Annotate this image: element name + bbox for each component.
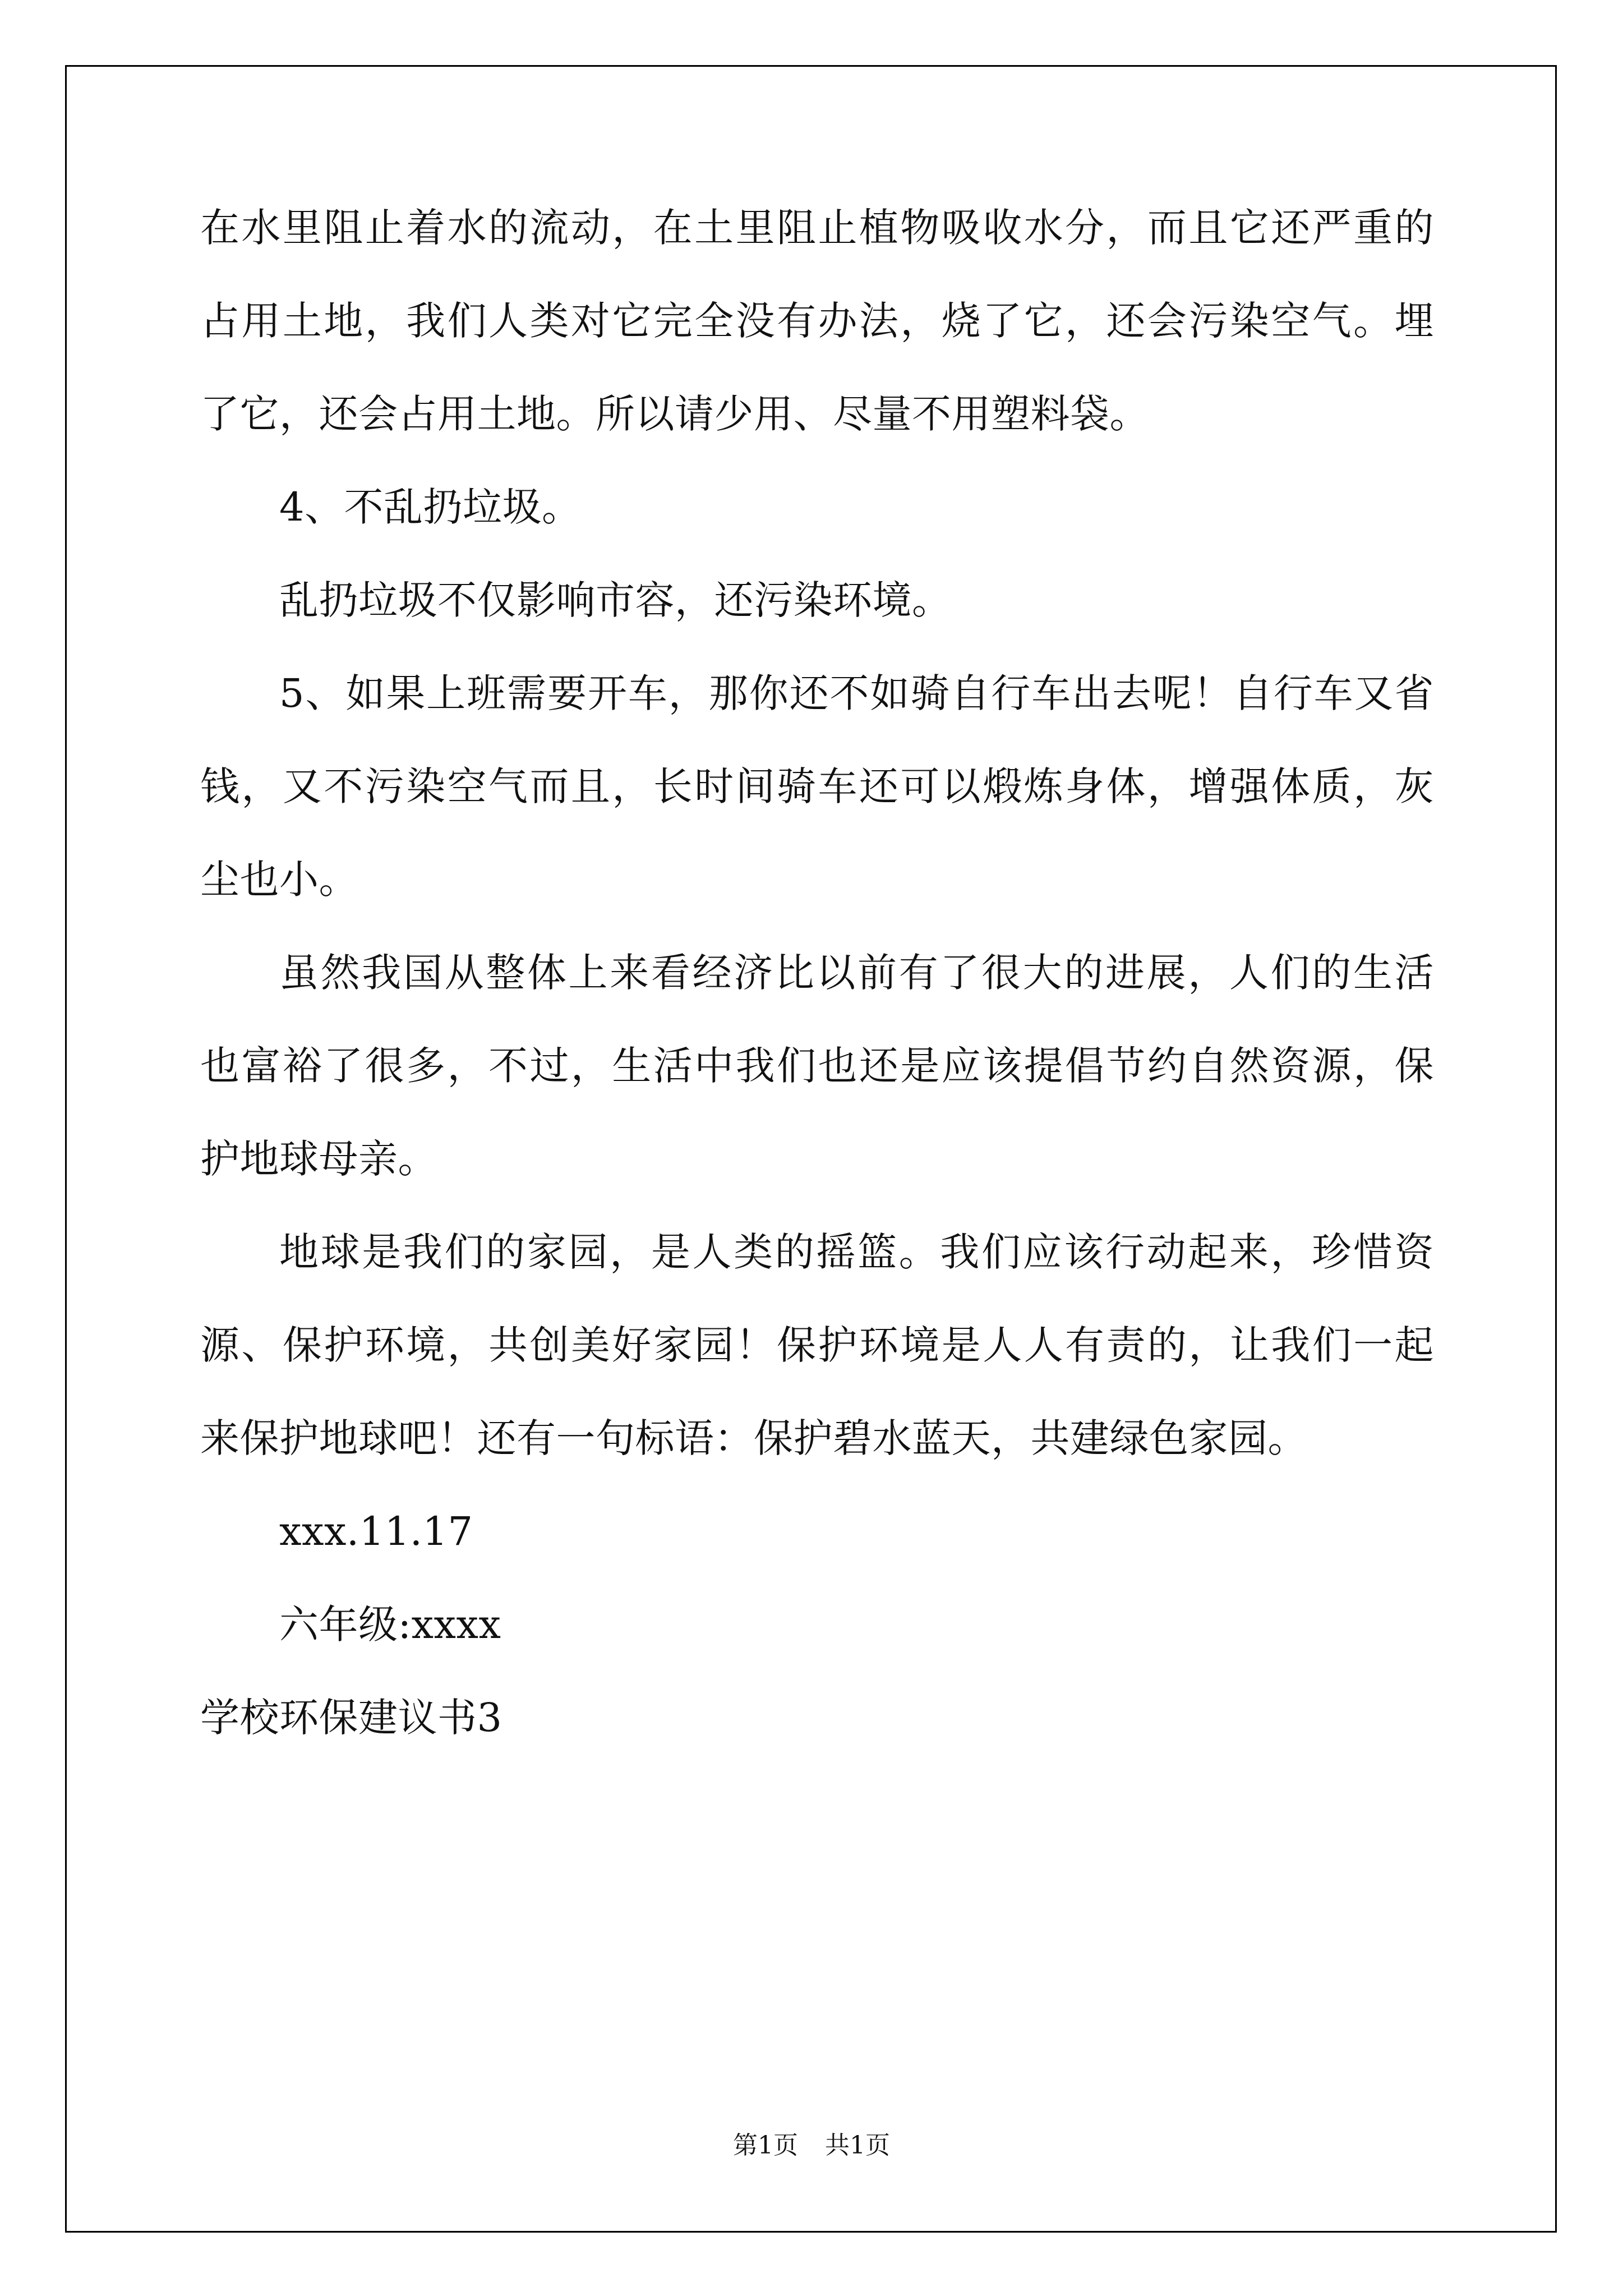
paragraph-line: 源、保护环境，共创美好家园！保护环境是人人有责的，让我们一起 bbox=[200, 1322, 1434, 1368]
signature-line: 六年级:xxxx bbox=[279, 1602, 501, 1648]
list-item-heading: 4、不乱扔垃圾。 bbox=[279, 484, 582, 530]
page-footer bbox=[0, 2129, 1623, 2162]
list-item-heading: 5、如果上班需要开车，那你还不如骑自行车出去呢！自行车又省 bbox=[279, 670, 1434, 716]
paragraph-line: 来保护地球吧！还有一句标语：保护碧水蓝天，共建绿色家园。 bbox=[200, 1415, 1307, 1461]
page-total: 共1页 bbox=[825, 2131, 890, 2160]
paragraph-line: 护地球母亲。 bbox=[200, 1136, 437, 1182]
paragraph-line: 乱扔垃圾不仅影响市容，还污染环境。 bbox=[279, 577, 952, 623]
paragraph-line: 占用土地，我们人类对它完全没有办法，烧了它，还会污染空气。埋 bbox=[200, 298, 1434, 344]
paragraph-line: 在水里阻止着水的流动，在土里阻止植物吸收水分，而且它还严重的 bbox=[200, 205, 1434, 251]
paragraph-line: 了它，还会占用土地。所以请少用、尽量不用塑料袋。 bbox=[200, 391, 1149, 437]
page-number: 第1页 bbox=[733, 2131, 798, 2160]
paragraph-line: 尘也小。 bbox=[200, 857, 358, 903]
date-line: xxx.11.17 bbox=[279, 1508, 473, 1554]
paragraph-line: 虽然我国从整体上来看经济比以前有了很大的进展，人们的生活 bbox=[279, 950, 1434, 996]
paragraph-line: 地球是我们的家园，是人类的摇篮。我们应该行动起来，珍惜资 bbox=[279, 1229, 1434, 1275]
paragraph-line: 钱，又不污染空气而且，长时间骑车还可以煅炼身体，增强体质，灰 bbox=[200, 763, 1434, 809]
section-title: 学校环保建议书3 bbox=[200, 1695, 502, 1741]
paragraph-line: 也富裕了很多，不过，生活中我们也还是应该提倡节约自然资源，保 bbox=[200, 1043, 1434, 1089]
